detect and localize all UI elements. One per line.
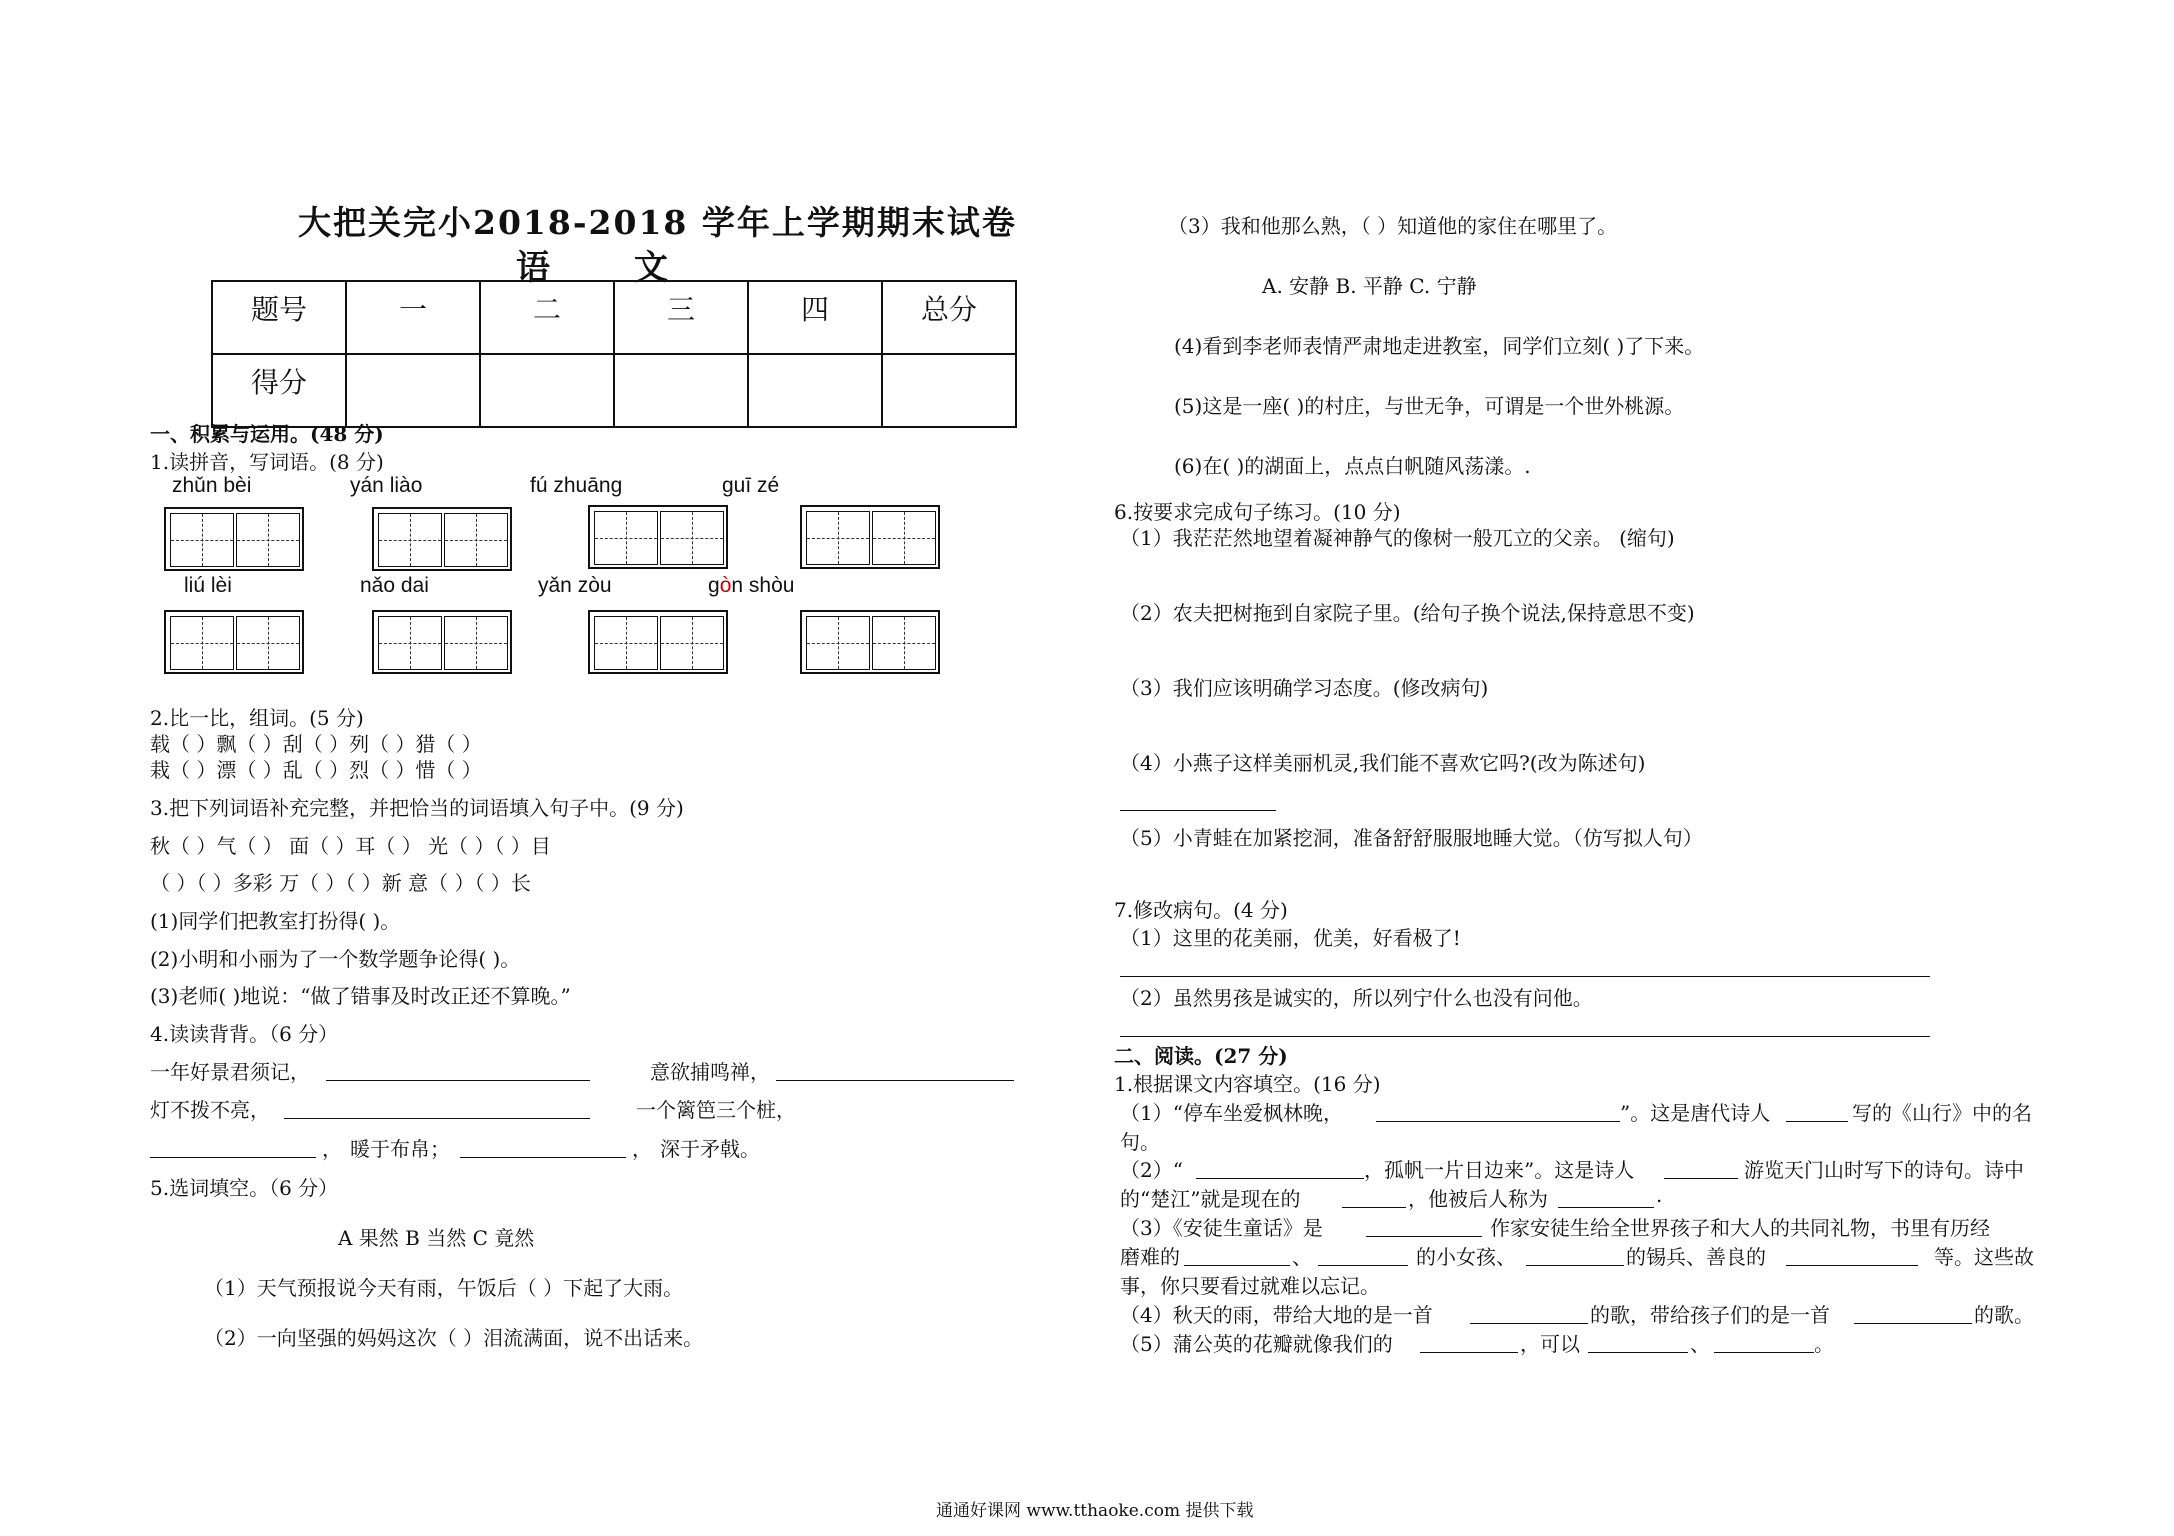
reading-text: 事，你只要看过就难以忘记。 bbox=[1120, 1274, 1380, 1298]
pinyin-label: zhǔn bèi bbox=[172, 474, 252, 497]
writing-grid[interactable] bbox=[164, 610, 304, 674]
score-cell: 四 bbox=[748, 281, 882, 354]
reading-text: 游览天门山时写下的诗句。诗中 bbox=[1744, 1158, 2024, 1182]
exam-title: 大把关完小2018-2018 学年上学期期末试卷 bbox=[298, 203, 1017, 242]
reading-text: （3）《安徒生童话》是 bbox=[1120, 1216, 1323, 1240]
question-3-sentence: (2)小明和小丽为了一个数学题争论得( )。 bbox=[150, 947, 521, 971]
recite-text: ， bbox=[322, 1137, 342, 1161]
reading-text: （4）秋天的雨，带给大地的是一首 bbox=[1120, 1303, 1433, 1327]
pinyin-label: yǎn zòu bbox=[538, 574, 612, 597]
reading-text: 的锡兵、善良的 bbox=[1626, 1245, 1766, 1269]
pinyin-label: gòn shòu bbox=[708, 574, 795, 597]
answer-blank[interactable] bbox=[1588, 1352, 1688, 1353]
reading-1-title: 1.根据课文内容填空。(16 分) bbox=[1114, 1072, 1381, 1096]
reading-text: ，他被后人称为 bbox=[1408, 1187, 1548, 1211]
reading-text: （1）“停车坐爱枫林晚， bbox=[1120, 1101, 1343, 1125]
answer-blank[interactable] bbox=[1184, 1265, 1290, 1266]
question-5-options: A 果然 B 当然 C 竟然 bbox=[338, 1226, 535, 1250]
question-3-sentence: (1)同学们把教室打扮得( )。 bbox=[150, 909, 401, 933]
reading-text: 的歌，带给孩子们的是一首 bbox=[1590, 1303, 1830, 1327]
answer-blank[interactable] bbox=[1526, 1265, 1624, 1266]
writing-grid[interactable] bbox=[372, 507, 512, 571]
answer-blank[interactable] bbox=[1120, 810, 1276, 811]
question-5-sentence: (4)看到李老师表情严肃地走进教室，同学们立刻( )了下来。 bbox=[1174, 334, 1705, 358]
reading-text: ”。这是唐代诗人 bbox=[1620, 1101, 1771, 1125]
question-1-title: 1.读拼音，写词语。(8 分) bbox=[150, 450, 384, 474]
answer-blank[interactable] bbox=[1120, 976, 1930, 977]
recite-text: 意欲捕鸣禅， bbox=[650, 1060, 770, 1084]
answer-blank[interactable] bbox=[1786, 1121, 1848, 1122]
question-2-line: 载（ ）飘（ ）刮（ ）列（ ）猎（ ） bbox=[150, 732, 482, 756]
question-5-sentence: （2）一向坚强的妈妈这次（ ）泪流满面，说不出话来。 bbox=[204, 1326, 704, 1350]
question-6-item: （1）我茫茫然地望着凝神静气的像树一般兀立的父亲。 (缩句) bbox=[1120, 526, 1675, 550]
answer-blank[interactable] bbox=[1786, 1265, 1918, 1266]
question-4-title: 4.读读背背。（6 分） bbox=[150, 1022, 339, 1046]
reading-text: 磨难的 bbox=[1120, 1245, 1180, 1269]
score-cell: 一 bbox=[346, 281, 480, 354]
reading-text: 的歌。 bbox=[1974, 1303, 2034, 1327]
question-3-line: 秋（ ）气（ ） 面（ ）耳（ ） 光（ ）（ ）目 bbox=[150, 834, 551, 858]
answer-blank[interactable] bbox=[776, 1080, 1014, 1081]
reading-text: 作家安徒生给全世界孩子和大人的共同礼物，书里有历经 bbox=[1490, 1216, 1990, 1240]
recite-text: 深于矛戟。 bbox=[660, 1137, 760, 1161]
answer-blank[interactable] bbox=[1366, 1236, 1482, 1237]
reading-text: 、 bbox=[1292, 1245, 1312, 1269]
pinyin-label: guī zé bbox=[722, 474, 780, 497]
reading-text: ，可以 bbox=[1520, 1332, 1580, 1356]
reading-text: 的“楚江”就是现在的 bbox=[1120, 1187, 1301, 1211]
score-cell[interactable] bbox=[748, 354, 882, 427]
answer-blank[interactable] bbox=[326, 1080, 590, 1081]
answer-blank[interactable] bbox=[1714, 1352, 1814, 1353]
reading-text: （5）蒲公英的花瓣就像我们的 bbox=[1120, 1332, 1393, 1356]
question-5-sentence: (6)在( )的湖面上，点点白帆随风荡漾。. bbox=[1174, 454, 1531, 478]
reading-text: 、 bbox=[1690, 1332, 1710, 1356]
question-2-line: 栽（ ）漂（ ）乱（ ）烈（ ）惜（ ） bbox=[150, 758, 482, 782]
answer-blank[interactable] bbox=[1854, 1323, 1972, 1324]
section-2-title: 二、阅读。(27 分) bbox=[1114, 1044, 1288, 1068]
score-cell: 题号 bbox=[212, 281, 346, 354]
reading-text: ，孤帆一片日边来”。这是诗人 bbox=[1364, 1158, 1635, 1182]
answer-blank[interactable] bbox=[1120, 1036, 1930, 1037]
reading-text: 写的《山行》中的名 bbox=[1852, 1101, 2032, 1125]
question-5-sentence: （1）天气预报说今天有雨，午饭后（ ）下起了大雨。 bbox=[204, 1276, 684, 1300]
answer-blank[interactable] bbox=[1470, 1323, 1588, 1324]
writing-grid[interactable] bbox=[372, 610, 512, 674]
score-cell[interactable] bbox=[346, 354, 480, 427]
subject-title: 语 文 bbox=[516, 248, 704, 288]
question-3-title: 3.把下列词语补充完整，并把恰当的词语填入句子中。(9 分) bbox=[150, 796, 684, 820]
question-5-title: 5.选词填空。（6 分） bbox=[150, 1176, 339, 1200]
score-cell: 得分 bbox=[212, 354, 346, 427]
pinyin-label: yán liào bbox=[350, 474, 423, 497]
score-cell: 总分 bbox=[882, 281, 1016, 354]
answer-blank[interactable] bbox=[1376, 1121, 1620, 1122]
answer-blank[interactable] bbox=[1664, 1178, 1738, 1179]
answer-blank[interactable] bbox=[150, 1157, 316, 1158]
question-6-item: （5）小青蛙在加紧挖洞，准备舒舒服服地睡大觉。（仿写拟人句） bbox=[1120, 826, 1703, 850]
score-cell[interactable] bbox=[480, 354, 614, 427]
reading-text: 的小女孩、 bbox=[1416, 1245, 1516, 1269]
answer-blank[interactable] bbox=[1196, 1178, 1364, 1179]
score-cell[interactable] bbox=[882, 354, 1016, 427]
score-table-score-row bbox=[212, 354, 1016, 427]
question-3-sentence: (3)老师( )地说：“做了错事及时改正还不算晚。” bbox=[150, 984, 571, 1008]
question-6-item: （4）小燕子这样美丽机灵,我们能不喜欢它吗?(改为陈述句) bbox=[1120, 751, 1646, 775]
question-6-item: （2）农夫把树拖到自家院子里。(给句子换个说法,保持意思不变) bbox=[1120, 601, 1695, 625]
question-3-line: （ ）（ ）多彩 万（ ）（ ）新 意（ ）（ ）长 bbox=[150, 871, 531, 895]
question-6-title: 6.按要求完成句子练习。(10 分) bbox=[1114, 500, 1401, 524]
writing-grid[interactable] bbox=[164, 507, 304, 571]
answer-blank[interactable] bbox=[1558, 1207, 1654, 1208]
recite-text: ， bbox=[632, 1137, 652, 1161]
answer-blank[interactable] bbox=[284, 1118, 590, 1119]
answer-blank[interactable] bbox=[1342, 1207, 1406, 1208]
footer-credit: 通通好课网 www.tthaoke.com 提供下载 bbox=[936, 1501, 1254, 1521]
reading-text: 等。这些故 bbox=[1934, 1245, 2034, 1269]
pinyin-label: liú lèi bbox=[184, 574, 232, 597]
answer-blank[interactable] bbox=[1420, 1352, 1518, 1353]
question-5-sentence: (5)这是一座( )的村庄，与世无争，可谓是一个世外桃源。 bbox=[1174, 394, 1685, 418]
question-7-title: 7.修改病句。(4 分) bbox=[1114, 898, 1288, 922]
score-cell[interactable] bbox=[614, 354, 748, 427]
writing-grid[interactable] bbox=[588, 505, 728, 569]
reading-text: . bbox=[1656, 1183, 1663, 1207]
question-7-item: （2）虽然男孩是诚实的，所以列宁什么也没有问他。 bbox=[1120, 986, 1593, 1010]
reading-text: 句。 bbox=[1120, 1130, 1160, 1154]
writing-grid[interactable] bbox=[588, 610, 728, 674]
question-7-item: （1）这里的花美丽，优美，好看极了! bbox=[1120, 926, 1461, 950]
score-table-header-row bbox=[212, 281, 1016, 354]
recite-text: 一年好景君须记， bbox=[150, 1060, 310, 1084]
question-5-options: A. 安静 B. 平静 C. 宁静 bbox=[1262, 274, 1477, 298]
recite-text: 暖于布帛； bbox=[350, 1137, 450, 1161]
reading-text: 。 bbox=[1814, 1332, 1834, 1356]
question-5-sentence: （3）我和他那么熟，（ ）知道他的家住在哪里了。 bbox=[1168, 214, 1618, 238]
writing-grid[interactable] bbox=[800, 610, 940, 674]
answer-blank[interactable] bbox=[460, 1157, 626, 1158]
score-table bbox=[211, 280, 1017, 428]
recite-text: 一个篱笆三个桩， bbox=[636, 1098, 796, 1122]
pinyin-label: nǎo dai bbox=[360, 574, 429, 597]
reading-text: （2）“ bbox=[1120, 1158, 1183, 1182]
section-1-title: 一、积累与运用。(48 分) bbox=[150, 422, 384, 446]
score-cell: 三 bbox=[614, 281, 748, 354]
pinyin-label: fú zhuāng bbox=[530, 474, 623, 497]
recite-text: 灯不拨不亮， bbox=[150, 1098, 270, 1122]
question-6-item: （3）我们应该明确学习态度。(修改病句) bbox=[1120, 676, 1489, 700]
answer-blank[interactable] bbox=[1318, 1265, 1408, 1266]
question-2-title: 2.比一比，组词。(5 分) bbox=[150, 706, 364, 730]
score-cell: 二 bbox=[480, 281, 614, 354]
writing-grid[interactable] bbox=[800, 505, 940, 569]
